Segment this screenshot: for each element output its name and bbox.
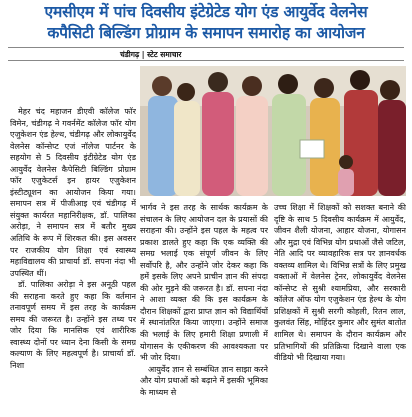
headline — [4, 2, 408, 44]
dateline-divider — [8, 60, 404, 61]
column1-paragraph-2: डॉ. पालिका अरोड़ा ने इस अनूठी पहल की सराहना करते हुए कहा कि वर्तमान तनावपूर्ण समय में इस तरह के कार्यक्रम समय की जरूरत है। उन्होंने इस तथ्य पर जोर दिया कि मानसिक एवं शारीरिक स्वास्थ्य दोनों पर ध्यान देना किसी के समग्र कल्याण के लिए महत्वपूर्ण है। प्राचार्या डॉ. निशा — [10, 280, 136, 371]
headline-line-1: एमसीएम में पांच दिवसीय इंटेग्रेटेड योग एंड आयुर्वेद वेलनेस — [44, 3, 368, 21]
column2-paragraph-2: आयुर्वेद ज्ञान से सम्बंधित ज्ञान साझा करने और योग प्रथाओं को बढ़ाने में इसकी भूमिका के माध्यम से — [140, 364, 268, 397]
headline-line-2: कपैसिटी बिल्डिंग प्रोग्राम के समापन समारोह का आयोजन — [47, 24, 365, 42]
article-column-2 — [140, 202, 268, 411]
article-column-1 — [10, 106, 136, 411]
top-divider — [8, 47, 404, 48]
group-photo — [140, 66, 406, 196]
dateline: चंडीगढ़ | स्टेट समाचार — [120, 50, 182, 59]
group-photo-icon — [140, 66, 406, 196]
article-column-3 — [274, 202, 406, 411]
column3-paragraph-1: उच्च शिक्षा में शिक्षकों को सशक्त बनाने की दृष्टि के साथ 5 दिवसीय कार्यक्रम में आयुर्वेद, जीवन शैली योजना, आहार योजना, योगासन और मुद्रा एवं विभिन्न योग प्रथाओं जैसे जटिल, नेति आदि पर व्यावहारिक सत्र पर ज्ञानवर्धक वक्तव्य शामिल थे। विभिन्न सत्रों के लिए प्रमुख वक्ताओं में वेलनेस ट्रेनर, लोकायुर्वेद वेलनेस कॉन्सेप्ट से सुश्री श्यामप्रिया, और सरकारी कॉलेज ऑफ योग एजुकेशन एंड हेल्थ के योग प्रशिक्षकों में सुश्री सरगी कोहली, रितन लाल, कुलवंत सिंह, मोहिंदर कुमार और सुमंत बातोत शामिल थे। समापन के दौरान कार्यक्रम और प्रतिभागियों की प्रतिक्रिया दिखाने वाला एक वीडियो भी दिखाया गया। — [274, 203, 406, 363]
column2-paragraph-1: भार्गव ने इस तरह के सार्थक कार्यक्रम के संचालन के लिए आयोजन दल के प्रयासों की सराहना की। उन्होंने इस पहल के महत्व पर प्रकाश डालते हुए कहा कि एक व्यक्ति की समग्र भलाई एक संपूर्ण जीवन के लिए सर्वोपरि है, और उन्होंने जोर देकर कहा कि हमें इसके लिए अपने प्राचीन ज्ञान की संपदा की ओर मुड़ने की जरूरत है। डॉ. सपना नंदा ने आशा व्यक्त की कि इस कार्यक्रम के दौरान शिक्षकों द्वारा प्राप्त ज्ञान को विद्यार्थियों में स्थानांतरित किया जाएगा। उन्होंने समाज की भलाई के लिए हमारी शिक्षा प्रणाली में योगासन के एकीकरण की आवश्यकता पर भी जोर दिया। — [140, 203, 268, 363]
column1-paragraph-1: मेहर चंद महाजन डीएवी कॉलेज फॉर विमेन, चंडीगढ़ ने गवर्नमेंट कॉलेज फॉर योग एजुकेशन एंड हेल्थ, चंडीगढ़ और लोकायुर्वेद वेलनेस कॉन्सेप्ट एजं नॉलेज पार्टनर के सहयोग से 5 दिवसीय इंटीग्रेटेड योग एंड आयुर्वेद वेलनेस कैपेसिटी बिल्डिंग प्रोग्राम फॉर एजुकेटर्स इन हायर एजुकेशन इंस्टीट्यूशन का आयोजन किया गया। समापन सत्र में पीजीआइ एवं चंडीगढ़ में संयुक्त कार्यरत महानिरीक्षक, डॉ. पालिका अरोड़ा, ने समापन सत्र में बतौर मुख्य अतिथि के रूप में शिरकत की। इस अवसर पर राजकीय योग शिक्षा एवं स्वास्थ्य महाविद्यालय की प्राचार्या डॉ. सपना नंदा भी उपस्थित थीं। — [10, 107, 136, 278]
